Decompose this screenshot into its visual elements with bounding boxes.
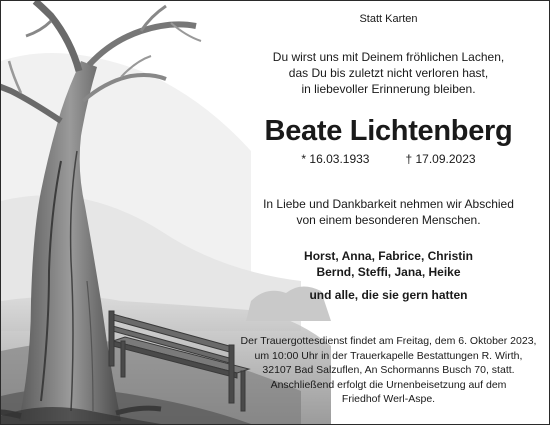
poem-line: Du wirst uns mit Deinem fröhlichen Lachen, — [272, 50, 505, 64]
death-date: † 17.09.2023 — [405, 152, 476, 166]
family-line: Bernd, Steffi, Jana, Heike — [316, 265, 461, 279]
dedication-line: In Liebe und Dankbarkeit nehmen wir Abschied — [263, 197, 514, 211]
service-line: um 10:00 Uhr in der Trauerkapelle Bestattungen R. Wirth, — [254, 349, 523, 362]
service-line: 32107 Bad Salzuflen, An Schormanns Busch 70, statt. — [262, 364, 515, 376]
mourners-line: und alle, die sie gern hatten — [309, 288, 468, 302]
service-line: Anschließend erfolgt die Urnenbeisetzung auf dem — [270, 378, 507, 391]
life-dates — [231, 152, 546, 166]
poem-line: das Du bis zuletzt nicht verloren hast, — [288, 66, 489, 80]
service-info — [231, 334, 546, 407]
poem-line: in liebevoller Erinnerung bleiben. — [301, 82, 476, 96]
notice-header: Statt Karten — [359, 13, 418, 25]
family-line: Horst, Anna, Fabrice, Christin — [304, 249, 473, 263]
service-line: Der Trauergottesdienst findet am Freitag, dem 6. Oktober 2023, — [240, 335, 537, 347]
poem — [231, 49, 546, 97]
birth-date: * 16.03.1933 — [301, 152, 370, 166]
dedication — [231, 196, 546, 228]
service-line: Friedhof Werl-Aspe. — [341, 393, 436, 405]
deceased-name: Beate Lichtenberg — [264, 115, 513, 147]
dedication-line: von einem besonderen Menschen. — [296, 213, 481, 227]
family-names — [231, 248, 546, 280]
